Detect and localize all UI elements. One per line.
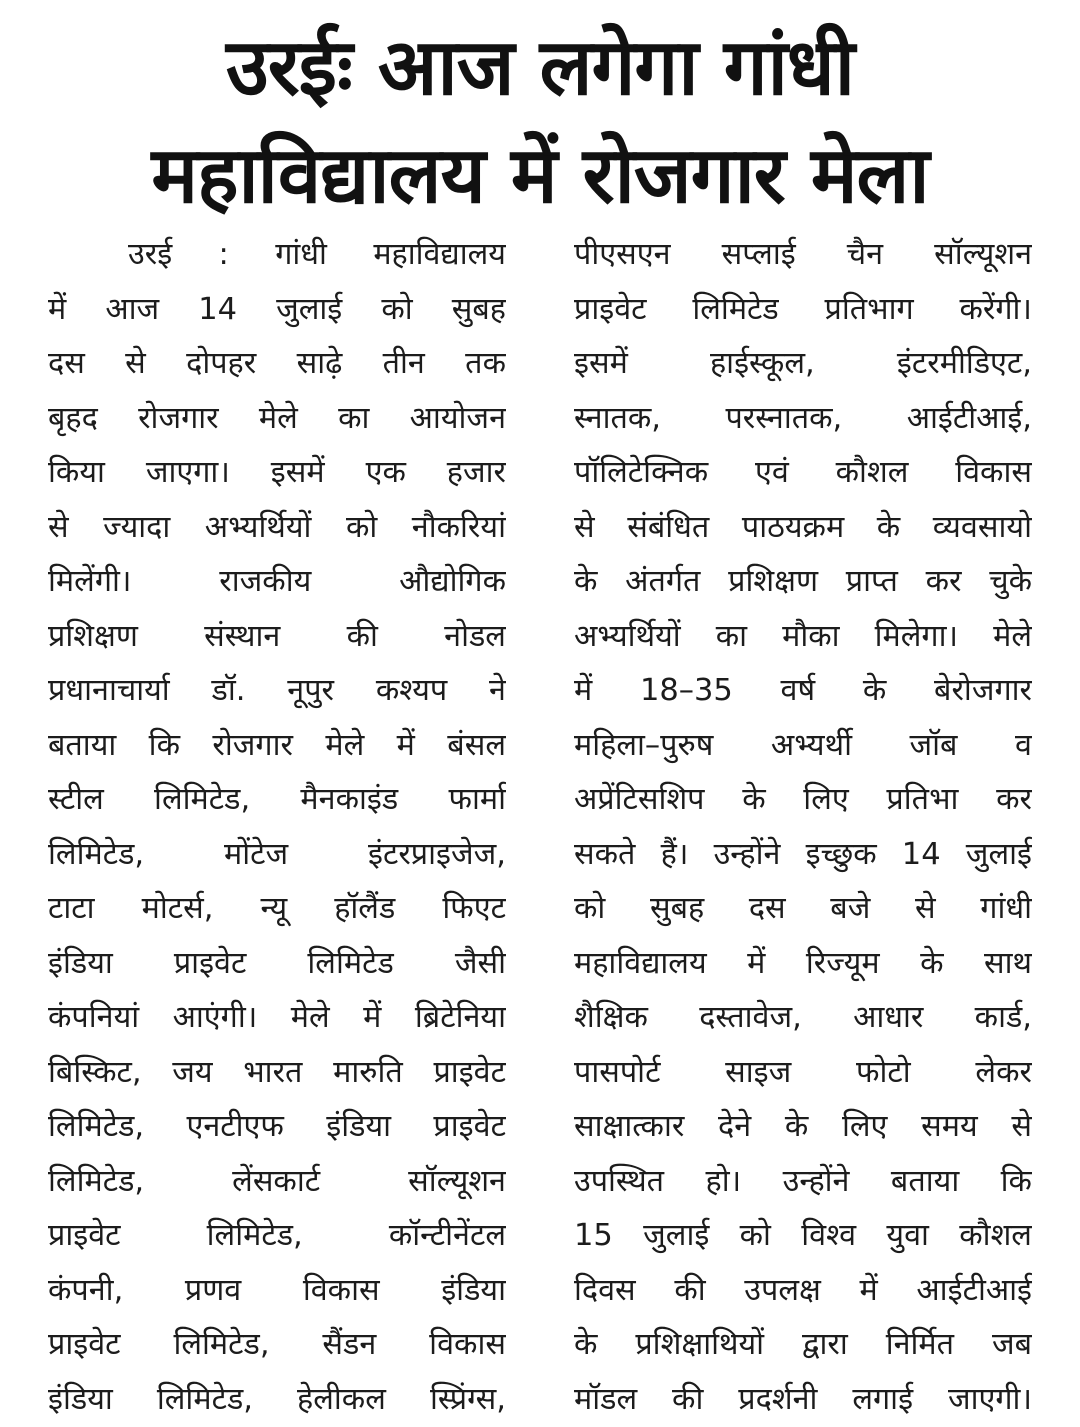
article-line: स्नातक, परस्नातक, आईटीआई, bbox=[574, 392, 1032, 447]
article-line: में 18–35 वर्ष के बेरोजगार bbox=[574, 664, 1032, 719]
article-line: इसमें हाईस्कूल, इंटरमीडिएट, bbox=[574, 337, 1032, 392]
article-line: महाविद्यालय में रिज्यूम के साथ bbox=[574, 937, 1032, 992]
article-line: लिमिटेड, मोंटेज इंटरप्राइजेज, bbox=[48, 828, 506, 883]
article-line: के प्रशिक्षाथियों द्वारा निर्मित जब bbox=[574, 1318, 1032, 1373]
article-line: प्राइवेट लिमिटेड, सैंडन विकास bbox=[48, 1318, 506, 1373]
headline-line-1: उरईः आज लगेगा गांधी bbox=[48, 14, 1032, 122]
article-line: अभ्यर्थियों का मौका मिलेगा। मेले bbox=[574, 610, 1032, 665]
article-line: को सुबह दस बजे से गांधी bbox=[574, 882, 1032, 937]
article-line: महिला–पुरुष अभ्यर्थी जॉब व bbox=[574, 719, 1032, 774]
article-line: पीएसएन सप्लाई चैन सॉल्यूशन bbox=[574, 228, 1032, 283]
article-line: मिलेंगी। राजकीय औद्योगिक bbox=[48, 555, 506, 610]
article-line: सकते हैं। उन्होंने इच्छुक 14 जुलाई bbox=[574, 828, 1032, 883]
article-line: से संबंधित पाठयक्रम के व्यवसायो bbox=[574, 501, 1032, 556]
article-line: दस से दोपहर साढ़े तीन तक bbox=[48, 337, 506, 392]
article-line: अप्रेंटिसशिप के लिए प्रतिभा कर bbox=[574, 773, 1032, 828]
headline-line-2: महाविद्यालय में रोजगार मेला bbox=[48, 122, 1032, 230]
headline bbox=[48, 14, 1032, 230]
article-line: साक्षात्कार देने के लिए समय से bbox=[574, 1100, 1032, 1155]
article-line: शैक्षिक दस्तावेज, आधार कार्ड, bbox=[574, 991, 1032, 1046]
article-line: प्रधानाचार्या डॉ. नूपुर कश्यप ने bbox=[48, 664, 506, 719]
article-column-left bbox=[48, 228, 506, 1427]
article-line: टाटा मोटर्स, न्यू हॉलैंड फिएट bbox=[48, 882, 506, 937]
article-line: प्राइवेट लिमिटेड प्रतिभाग करेंगी। bbox=[574, 283, 1032, 338]
article-line: 15 जुलाई को विश्व युवा कौशल bbox=[574, 1209, 1032, 1264]
article-line: प्राइवेट लिमिटेड, कॉन्टीनेंटल bbox=[48, 1209, 506, 1264]
article-line: मॉडल की प्रदर्शनी लगाई जाएगी। bbox=[574, 1373, 1032, 1427]
article-line: कंपनी, प्रणव विकास इंडिया bbox=[48, 1264, 506, 1319]
article-line: पासपोर्ट साइज फोटो लेकर bbox=[574, 1046, 1032, 1101]
article-line: से ज्यादा अभ्यर्थियों को नौकरियां bbox=[48, 501, 506, 556]
article-line: उपस्थित हो। उन्होंने बताया कि bbox=[574, 1155, 1032, 1210]
article-line: किया जाएगा। इसमें एक हजार bbox=[48, 446, 506, 501]
article-body bbox=[48, 228, 1032, 1427]
article-line: इंडिया लिमिटेड, हेलीकल स्प्रिंग्स, bbox=[48, 1373, 506, 1427]
article-line: लिमिटेड, एनटीएफ इंडिया प्राइवेट bbox=[48, 1100, 506, 1155]
article-line: कंपनियां आएंगी। मेले में ब्रिटेनिया bbox=[48, 991, 506, 1046]
article-line: इंडिया प्राइवेट लिमिटेड जैसी bbox=[48, 937, 506, 992]
article-line: बिस्किट, जय भारत मारुति प्राइवेट bbox=[48, 1046, 506, 1101]
article-line: में आज 14 जुलाई को सुबह bbox=[48, 283, 506, 338]
article-line: उरई : गांधी महाविद्यालय bbox=[48, 228, 506, 283]
article-line: बताया कि रोजगार मेले में बंसल bbox=[48, 719, 506, 774]
article-line: बृहद रोजगार मेले का आयोजन bbox=[48, 392, 506, 447]
article-column-right bbox=[574, 228, 1032, 1427]
article-line: दिवस की उपलक्ष में आईटीआई bbox=[574, 1264, 1032, 1319]
article-line: स्टील लिमिटेड, मैनकाइंड फार्मा bbox=[48, 773, 506, 828]
article-line: के अंतर्गत प्रशिक्षण प्राप्त कर चुके bbox=[574, 555, 1032, 610]
article-line: प्रशिक्षण संस्थान की नोडल bbox=[48, 610, 506, 665]
article-line: पॉलिटेक्निक एवं कौशल विकास bbox=[574, 446, 1032, 501]
article-line: लिमिटेड, लेंसकार्ट सॉल्यूशन bbox=[48, 1155, 506, 1210]
